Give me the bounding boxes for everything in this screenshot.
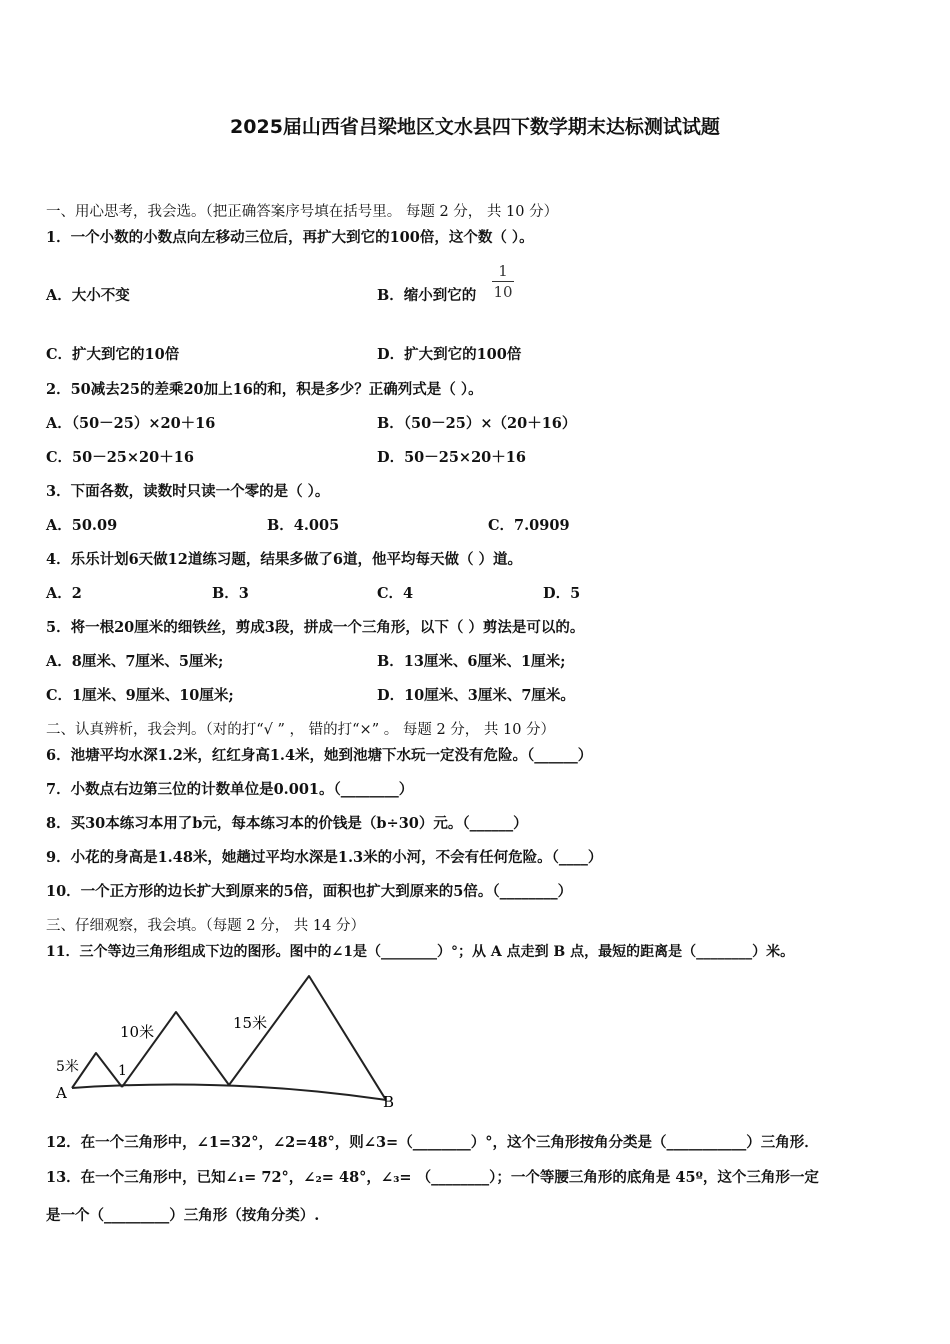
label-angle-1: 1: [118, 1063, 127, 1079]
question-11: 11．三个等边三角形组成下边的图形。图中的∠1是（________）°；从 A 点走到 B 点，最短的距离是（________）米。: [46, 944, 795, 960]
q1-option-b-fraction: [490, 262, 516, 301]
q1-option-b: B．缩小到它的: [377, 287, 477, 304]
q4-option-d: D．5: [543, 585, 581, 602]
question-13-line1: 13．在一个三角形中，已知∠₁= 72°，∠₂= 48°，∠₃= （________）；一个等腰三角形的底角是 45º，这个三角形一定: [46, 1169, 819, 1186]
q4-option-c: C．4: [377, 585, 414, 602]
fraction-bar: [492, 281, 514, 282]
q5-option-a: A．8厘米、7厘米、5厘米;: [46, 653, 224, 670]
triangles-figure: [50, 965, 410, 1115]
q1-option-a: A．大小不变: [46, 287, 130, 304]
fraction-numerator: 1: [498, 262, 508, 280]
question-6: 6．池塘平均水深1.2米，红红身高1.4米，她到池塘下水玩一定没有危险。（______）: [46, 747, 593, 764]
q5-option-c: C．1厘米、9厘米、10厘米;: [46, 687, 234, 704]
q2-option-d: D．50－25×20＋16: [377, 449, 526, 466]
q2-option-c: C．50－25×20＋16: [46, 449, 194, 466]
q4-option-a: A．2: [46, 585, 82, 602]
q3-option-b: B．4.005: [267, 517, 340, 534]
label-point-b: B: [383, 1093, 395, 1111]
large-triangle: [229, 976, 386, 1100]
fraction-denominator: 10: [493, 283, 513, 301]
q3-option-c: C．7.0909: [488, 517, 570, 534]
question-1-stem: 1．一个小数的小数点向左移动三位后，再扩大到它的100倍，这个数（ ）。: [46, 229, 534, 246]
question-3-stem: 3．下面各数，读数时只读一个零的是（ ）。: [46, 483, 330, 500]
page-title: 2025届山西省吕梁地区文水县四下数学期末达标测试试题: [230, 116, 720, 138]
base-line: [72, 1084, 386, 1100]
question-12: 12．在一个三角形中，∠1=32°，∠2=48°，则∠3=（________）°，这个三角形按角分类是（___________）三角形．: [46, 1134, 819, 1151]
question-4-stem: 4．乐乐计划6天做12道练习题，结果多做了6道，他平均每天做（ ）道。: [46, 551, 522, 568]
q5-option-d: D．10厘米、3厘米、7厘米。: [377, 687, 575, 704]
label-5m: 5米: [56, 1059, 79, 1075]
q1-option-d: D．扩大到它的100倍: [377, 346, 522, 363]
question-10: 10．一个正方形的边长扩大到原来的5倍，面积也扩大到原来的5倍。（________）: [46, 883, 573, 900]
q2-option-b: B．（50－25）×（20＋16）: [377, 415, 577, 432]
question-7: 7．小数点右边第三位的计数单位是0.001。（________）: [46, 781, 414, 798]
section2-header: 二、认真辨析，我会判。（对的打“√ ” ， 错的打“×” 。 每题 2 分， 共 10 分）: [46, 722, 556, 738]
question-8: 8．买30本练习本用了b元，每本练习本的价钱是（b÷30）元。（______）: [46, 815, 528, 832]
question-5-stem: 5．将一根20厘米的细铁丝，剪成3段，拼成一个三角形，以下（ ）剪法是可以的。: [46, 619, 585, 636]
q1-option-c: C．扩大到它的10倍: [46, 346, 180, 363]
question-2-stem: 2．50减去25的差乘20加上16的和，积是多少？正确列式是（ ）。: [46, 381, 483, 398]
section1-header: 一、用心思考，我会选。（把正确答案序号填在括号里。 每题 2 分， 共 10 分）: [46, 204, 559, 220]
label-15m: 15米: [233, 1014, 268, 1032]
q5-option-b: B．13厘米、6厘米、1厘米;: [377, 653, 566, 670]
question-13-line2: 是一个（_________）三角形（按角分类）.: [46, 1207, 320, 1224]
label-10m: 10米: [120, 1023, 155, 1041]
small-triangle: [72, 1053, 122, 1088]
q3-option-a: A．50.09: [46, 517, 118, 534]
question-9: 9．小花的身高是1.48米，她趟过平均水深是1.3米的小河，不会有任何危险。（____）: [46, 849, 603, 866]
label-point-a: A: [56, 1084, 67, 1102]
q4-option-b: B．3: [212, 585, 249, 602]
section3-header: 三、仔细观察，我会填。（每题 2 分， 共 14 分）: [46, 918, 365, 934]
q2-option-a: A．（50－25）×20＋16: [46, 415, 216, 432]
